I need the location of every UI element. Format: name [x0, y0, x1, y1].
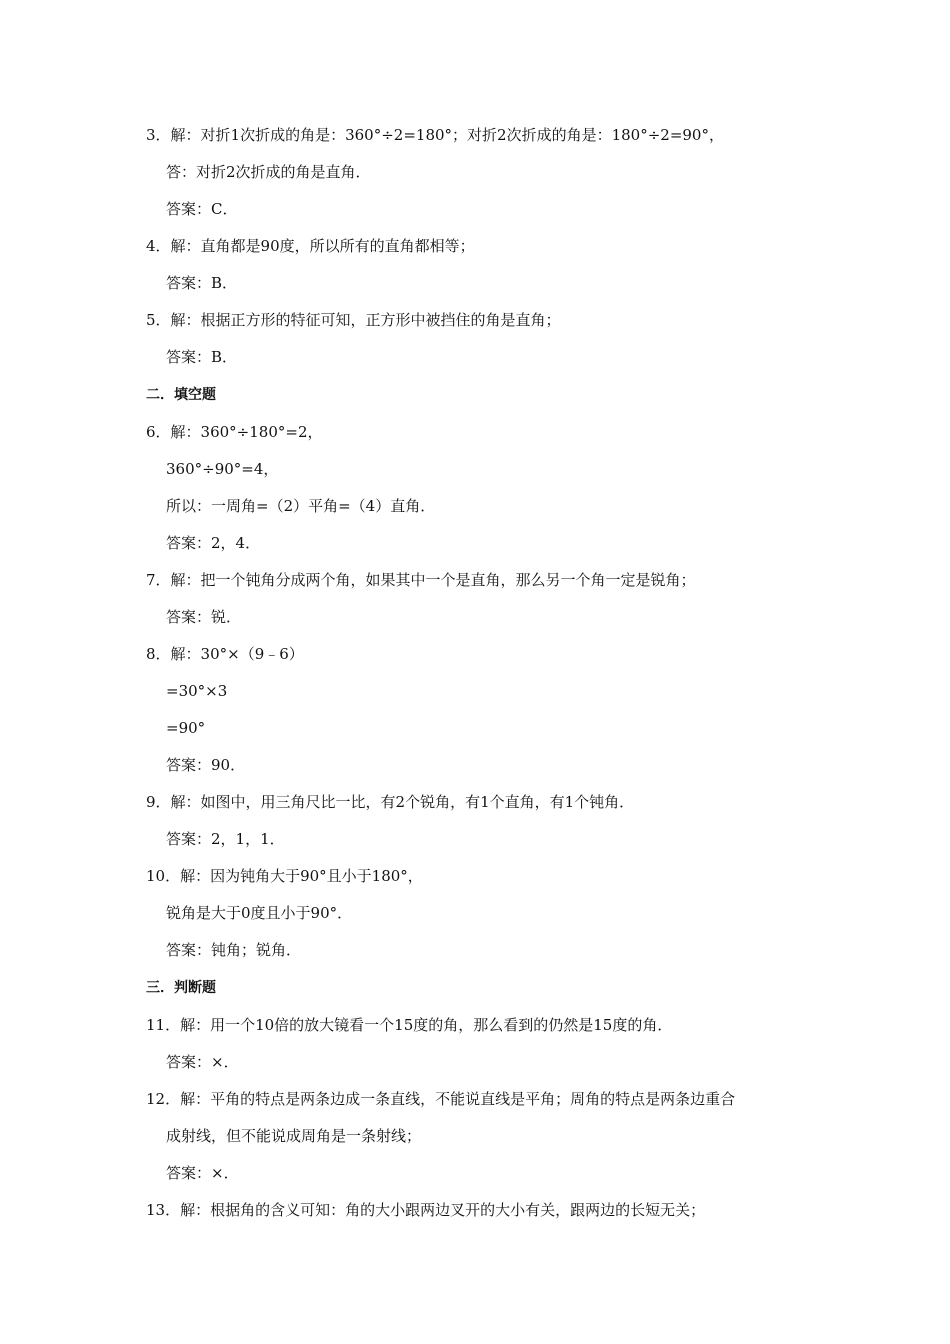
- answer-11-line-1: 11．解：用一个10倍的放大镜看一个15度的角，那么看到的仍然是15度的角．: [146, 1016, 673, 1034]
- answer-5-key: 答案：B．: [166, 348, 238, 366]
- answer-6-line-2: 360°÷90°=4，: [166, 460, 279, 478]
- answer-3-line-1: 3．解：对折1次折成的角是：360°÷2=180°；对折2次折成的角是：180°÷2=90°，: [146, 126, 724, 144]
- answer-7-line-1: 7．解：把一个钝角分成两个角，如果其中一个是直角，那么另一个角一定是锐角；: [146, 571, 696, 589]
- answer-10-line-2: 锐角是大于0度且小于90°．: [166, 904, 353, 922]
- section-judgment-heading: 三．判断题: [146, 980, 216, 996]
- answer-3-key: 答案：C．: [166, 200, 238, 218]
- answer-8-line-3: =90°: [166, 719, 206, 737]
- answer-9-line-1: 9．解：如图中，用三角尺比一比，有2个锐角，有1个直角，有1个钝角．: [146, 793, 635, 811]
- answer-13-line-1: 13．解：根据角的含义可知：角的大小跟两边叉开的大小有关，跟两边的长短无关；: [146, 1201, 706, 1219]
- answer-12-line-2: 成射线，但不能说成周角是一条射线；: [166, 1127, 422, 1145]
- answer-8-line-2: =30°×3: [166, 682, 228, 700]
- answer-12-key: 答案：×．: [166, 1164, 239, 1182]
- answer-10-line-1: 10．解：因为钝角大于90°且小于180°，: [146, 867, 423, 885]
- answer-4-key: 答案：B．: [166, 274, 238, 292]
- answer-6-line-1: 6．解：360°÷180°=2，: [146, 423, 323, 441]
- answer-4-line-1: 4．解：直角都是90度，所以所有的直角都相等；: [146, 237, 475, 255]
- answer-6-key: 答案：2，4．: [166, 534, 261, 552]
- answer-8-key: 答案：90．: [166, 756, 246, 774]
- answer-6-line-3: 所以：一周角=（2）平角=（4）直角．: [166, 497, 436, 515]
- answer-10-key: 答案：钝角；锐角．: [166, 941, 302, 959]
- answer-5-line-1: 5．解：根据正方形的特征可知，正方形中被挡住的角是直角；: [146, 311, 561, 329]
- answer-9-key: 答案：2，1，1．: [166, 830, 285, 848]
- section-fill-in-heading: 二．填空题: [146, 387, 216, 403]
- answer-8-line-1: 8．解：30°×（9﹣6）: [146, 645, 304, 663]
- answer-7-key: 答案：锐．: [166, 608, 242, 626]
- answer-12-line-1: 12．解：平角的特点是两条边成一条直线，不能说直线是平角；周角的特点是两条边重合: [146, 1090, 736, 1108]
- answer-11-key: 答案：×．: [166, 1053, 239, 1071]
- answer-3-line-2: 答：对折2次折成的角是直角．: [166, 163, 371, 181]
